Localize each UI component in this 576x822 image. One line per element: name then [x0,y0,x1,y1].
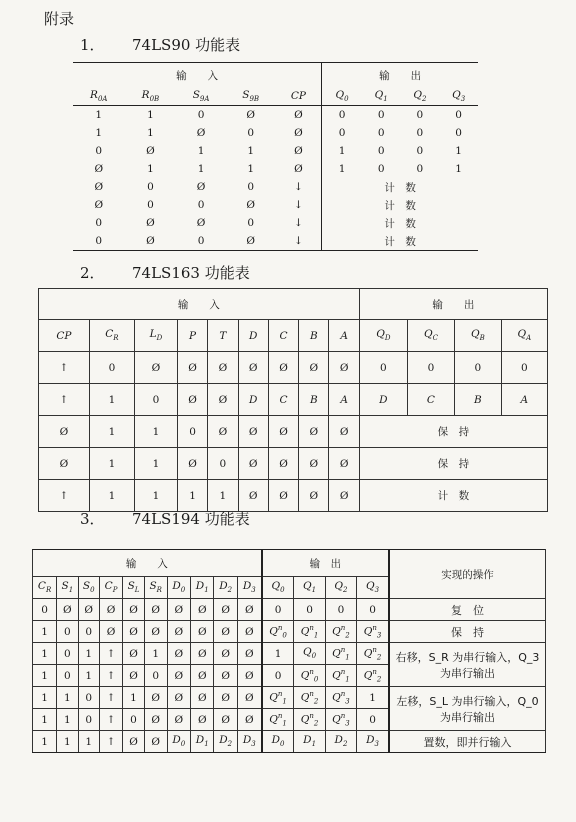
falling-edge-icon: ↓ [276,178,322,196]
op-hold: 保 持 [389,621,546,643]
rising-edge-icon: ↑ [39,384,90,416]
t2-col-d: D [238,320,268,352]
table-row: 1 1 0 ↑ 0 Ø Ø Ø Ø Ø $Q^n_1$ $Q^n_2$ $Q^n_3$ 0 [33,709,546,731]
table-74ls194 [32,549,546,753]
table-74ls90 [73,62,478,251]
t1-col-q3: $Q_3$ [439,87,478,106]
t2-col-t: T [208,320,238,352]
t2-col-a: A [329,320,359,352]
op-reset: 复 位 [389,599,546,621]
t3-col-d0: $D_0$ [167,577,190,599]
t3-col-d3: $D_3$ [237,577,261,599]
section-1-heading: 1． 74LS90 功能表 [80,36,241,54]
t2-col-cp: CP [39,320,90,352]
falling-edge-icon: ↓ [276,196,322,214]
t2-input-header: 输 入 [39,289,360,320]
t1-col-r0b: $R_{0B}$ [125,87,177,106]
t3-input-header: 输 入 [33,550,262,577]
t2-output-header: 输 出 [359,289,547,320]
table-row: ↑ 1 0 Ø Ø D C B A D C B A [39,384,548,416]
t3-col-q3: $Q_3$ [357,577,389,599]
table-row: 1 0 1 ↑ Ø 1 Ø Ø Ø Ø 1 $Q_0$ $Q^n_1$ $Q^n_2$ 右移，S_R 为串行输入，Q_3 为串行输出 [33,643,546,665]
table-row: Ø 1 1 1 Ø 1 0 0 1 [73,160,478,178]
t3-col-cp: $C_P$ [99,577,122,599]
t3-output-header: 输 出 [262,550,389,577]
rising-edge-icon: ↑ [39,352,90,384]
t3-col-d2: $D_2$ [214,577,237,599]
falling-edge-icon: ↓ [276,214,322,232]
t1-col-cp: CP [276,87,322,106]
table-row: 0 Ø 1 1 Ø 1 0 0 1 [73,142,478,160]
section-2-heading: 2． 74LS163 功能表 [80,264,250,282]
rising-edge-icon: ↑ [99,665,122,687]
t3-col-sr: $S_R$ [144,577,167,599]
table-row: 1 0 0 Ø Ø Ø Ø Ø Ø Ø $Q^n_0$ $Q^n_1$ $Q^n_2$ $Q^n_3$ 保 持 [33,621,546,643]
t1-input-header: 输 入 [73,63,322,88]
t1-col-q2: $Q_2$ [401,87,440,106]
table-row: Ø 1 1 0 Ø Ø Ø Ø Ø 保 持 [39,416,548,448]
t2-col-qc: $Q_C$ [407,320,454,352]
table-row: ↑ 0 Ø Ø Ø Ø Ø Ø Ø 0 0 0 0 [39,352,548,384]
table-row: 1 1 0 ↑ 1 Ø Ø Ø Ø Ø $Q^n_1$ $Q^n_2$ $Q^n_3$ 1 左移，S_L 为串行输入，Q_0 为串行输出 [33,687,546,709]
t3-col-q2: $Q_2$ [325,577,356,599]
rising-edge-icon: ↑ [99,687,122,709]
section-3-heading: 3． 74LS194 功能表 [80,510,250,528]
t1-col-q1: $Q_1$ [362,87,401,106]
table-row: 0 Ø Ø 0 ↓ 计 数 [73,214,478,232]
op-shift-left: 左移，S_L 为串行输入，Q_0 为串行输出 [389,687,546,731]
t2-col-ld: $L_D$ [135,320,178,352]
t3-col-sl: $S_L$ [123,577,145,599]
t3-col-s1: $S_1$ [57,577,78,599]
table-row: Ø 0 Ø 0 ↓ 计 数 [73,178,478,196]
table-row: 1 0 1 ↑ Ø 0 Ø Ø Ø Ø 0 $Q^n_0$ $Q^n_1$ $Q^n_2$ [33,665,546,687]
falling-edge-icon: ↓ [276,232,322,251]
table-row: Ø 1 1 Ø 0 Ø Ø Ø Ø 保 持 [39,448,548,480]
table-row: 1 1 Ø 0 Ø 0 0 0 0 [73,124,478,142]
t3-col-q1: $Q_1$ [294,577,325,599]
table-row: 0 Ø Ø Ø Ø Ø Ø Ø Ø Ø 0 0 0 0 复 位 [33,599,546,621]
rising-edge-icon: ↑ [99,709,122,731]
t1-col-q0: $Q_0$ [322,87,362,106]
t3-op-header: 实现的操作 [389,550,546,599]
rising-edge-icon: ↑ [39,480,90,512]
t3-col-d1: $D_1$ [191,577,214,599]
t1-col-r0a: $R_{0A}$ [73,87,125,106]
t2-col-qd: $Q_D$ [359,320,407,352]
t1-col-s9a: $S_{9A}$ [176,87,225,106]
t3-col-cr: $C_R$ [33,577,57,599]
t2-col-c: C [268,320,298,352]
table-74ls163 [38,288,548,512]
t2-col-p: P [177,320,207,352]
t2-col-qb: $Q_B$ [455,320,502,352]
table-row: 1 1 0 Ø Ø 0 0 0 0 [73,106,478,125]
op-parallel-load: 置数，即并行输入 [389,731,546,753]
op-shift-right: 右移，S_R 为串行输入，Q_3 为串行输出 [389,643,546,687]
t3-col-q0: $Q_0$ [262,577,294,599]
t1-col-s9b: $S_{9B}$ [226,87,276,106]
appendix-title: 附录 [44,10,75,28]
t1-output-header: 输 出 [322,63,478,88]
t2-col-qa: $Q_A$ [501,320,547,352]
table-row: Ø 0 0 Ø ↓ 计 数 [73,196,478,214]
table-row: ↑ 1 1 1 1 Ø Ø Ø Ø 计 数 [39,480,548,512]
rising-edge-icon: ↑ [99,731,122,753]
t2-col-cr: $C_R$ [89,320,134,352]
table-row: 1 1 1 ↑ Ø Ø $D_0$ $D_1$ $D_2$ $D_3$ $D_0$ $D_1$ $D_2$ $D_3$ 置数，即并行输入 [33,731,546,753]
table-row: 0 Ø 0 Ø ↓ 计 数 [73,232,478,251]
rising-edge-icon: ↑ [99,643,122,665]
t3-col-s0: $S_0$ [78,577,99,599]
t2-col-b: B [299,320,329,352]
